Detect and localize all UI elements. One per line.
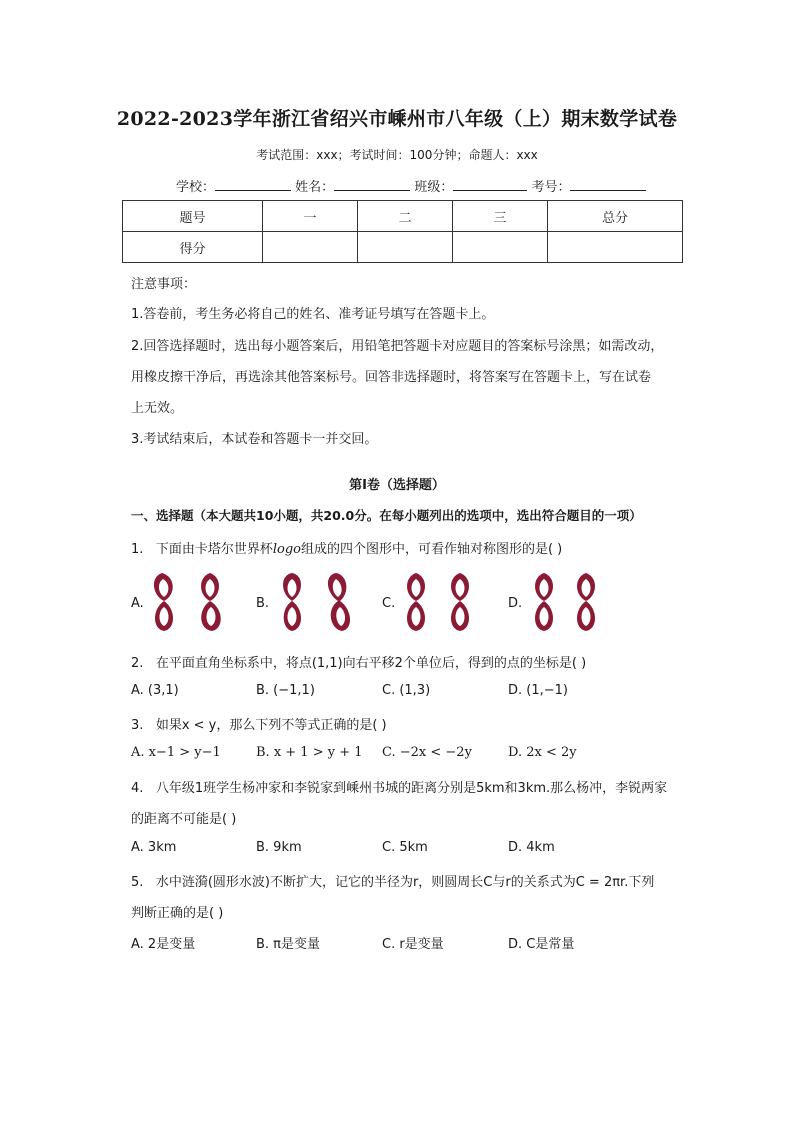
- logo-loop-right: [328, 573, 350, 631]
- worldcup-logo-figure-a: [148, 567, 230, 637]
- question-5: [131, 871, 654, 890]
- question-number: 4.: [131, 781, 144, 796]
- score-row-label: 得分: [123, 232, 263, 263]
- score-header-cell: 三: [453, 201, 548, 232]
- notes-item: 3.考试结束后，本试卷和答题卡一并交回。: [131, 432, 378, 447]
- logo-loop-right: [451, 573, 469, 631]
- question-text: 组成的四个图形中，可看作轴对称图形的是( ): [300, 542, 563, 557]
- logo-loop-right: [201, 573, 221, 631]
- notes-item: 2.回答选择题时，选出每小题答案后，用铅笔把答题卡对应题目的答案标号涂黑；如需改动，: [131, 339, 664, 354]
- exam-no-label: 考号：: [531, 180, 571, 195]
- question-text: 在平面直角坐标系中，将点(1,1)向右平移2个单位后，得到的点的坐标是( ): [155, 656, 587, 671]
- score-table-header-row: [123, 201, 683, 232]
- worldcup-logo-figure-b: [274, 567, 360, 637]
- class-label: 班级：: [414, 180, 454, 195]
- score-cell[interactable]: [548, 232, 683, 263]
- question-number: 2.: [131, 656, 144, 671]
- name-label: 姓名：: [295, 180, 335, 195]
- q5-option-b[interactable]: B. π是变量: [256, 937, 321, 952]
- question-text: 如果x < y，那么下列不等式正确的是( ): [155, 718, 387, 733]
- question-1: [131, 538, 562, 557]
- question-5-continued: 判断正确的是( ): [131, 906, 224, 921]
- q4-option-c[interactable]: C. 5km: [382, 840, 428, 855]
- logo-loop-left: [154, 573, 173, 631]
- q5-option-a[interactable]: A. 2是变量: [131, 937, 196, 952]
- question-4-continued: 的距离不可能是( ): [131, 812, 237, 827]
- notes-heading: 注意事项：: [131, 277, 197, 292]
- q4-option-d[interactable]: D. 4km: [508, 840, 555, 855]
- q1-option-b[interactable]: B.: [256, 596, 270, 611]
- question-3: [131, 714, 387, 733]
- score-table-score-row: [123, 232, 683, 263]
- score-header-cell: 二: [358, 201, 453, 232]
- student-info-line: [176, 176, 646, 195]
- score-table: [122, 200, 683, 263]
- q4-option-a[interactable]: A. 3km: [131, 840, 177, 855]
- exam-subtitle: 考试范围：xxx；考试时间：100分钟；命题人：xxx: [256, 148, 538, 162]
- q2-option-a[interactable]: A. (3,1): [131, 683, 179, 698]
- class-blank[interactable]: [453, 178, 527, 191]
- logo-loop-left: [407, 573, 425, 631]
- question-number: 3.: [131, 718, 144, 733]
- worldcup-logo-figure-d: [526, 567, 612, 637]
- logo-loop-left: [535, 573, 553, 631]
- q2-option-c[interactable]: C. (1,3): [382, 683, 431, 698]
- name-blank[interactable]: [334, 178, 410, 191]
- question-text: 下面由卡塔尔世界杯: [155, 542, 273, 557]
- q1-option-a[interactable]: A.: [131, 596, 144, 611]
- score-header-cell: 题号: [123, 201, 263, 232]
- q3-option-c[interactable]: C. −2x < −2y: [382, 745, 472, 760]
- q2-option-d[interactable]: D. (1,−1): [508, 683, 568, 698]
- score-cell[interactable]: [358, 232, 453, 263]
- notes-item: 1.答卷前，考生务必将自己的姓名、准考证号填写在答题卡上。: [131, 307, 495, 322]
- section-title: 第I卷（选择题）: [349, 478, 445, 493]
- score-header-cell: 总分: [548, 201, 683, 232]
- question-2: [131, 652, 586, 671]
- question-4: [131, 777, 667, 796]
- question-text-italic: logo: [272, 542, 301, 557]
- part-heading: 一、选择题（本大题共10小题，共20.0分。在每小题列出的选项中，选出符合题目的一项）: [131, 508, 642, 523]
- q1-option-d[interactable]: D.: [508, 596, 523, 611]
- score-header-cell: 一: [263, 201, 358, 232]
- worldcup-logo-figure-c: [400, 567, 486, 637]
- q3-option-a[interactable]: A. x−1 > y−1: [131, 745, 221, 760]
- question-number: 5.: [131, 875, 144, 890]
- exam-no-blank[interactable]: [570, 178, 646, 191]
- logo-loop-right: [577, 573, 595, 631]
- q3-option-d[interactable]: D. 2x < 2y: [508, 745, 577, 760]
- q2-option-b[interactable]: B. (−1,1): [256, 683, 315, 698]
- question-text: 水中涟漪(圆形水波)不断扩大，记它的半径为r，则圆周长C与r的关系式为C = 2πr.下列: [155, 875, 655, 890]
- question-number: 1.: [131, 542, 144, 557]
- question-text: 八年级1班学生杨冲家和李锐家到嵊州书城的距离分别是5km和3km.那么杨冲，李锐两家: [155, 781, 668, 796]
- school-label: 学校：: [176, 180, 216, 195]
- q3-option-b[interactable]: B. x + 1 > y + 1: [256, 745, 363, 760]
- exam-title: 2022-2023学年浙江省绍兴市嵊州市八年级（上）期末数学试卷: [116, 108, 678, 130]
- notes-item: 用橡皮擦干净后，再选涂其他答案标号。回答非选择题时，将答案写在答题卡上，写在试卷: [131, 370, 652, 385]
- q5-option-c[interactable]: C. r是变量: [382, 937, 444, 952]
- score-cell[interactable]: [453, 232, 548, 263]
- q5-option-d[interactable]: D. C是常量: [508, 937, 575, 952]
- school-blank[interactable]: [215, 178, 291, 191]
- notes-item: 上无效。: [131, 401, 184, 416]
- q4-option-b[interactable]: B. 9km: [256, 840, 302, 855]
- q1-option-c[interactable]: C.: [382, 596, 396, 611]
- score-cell[interactable]: [263, 232, 358, 263]
- logo-loop-left: [283, 573, 301, 631]
